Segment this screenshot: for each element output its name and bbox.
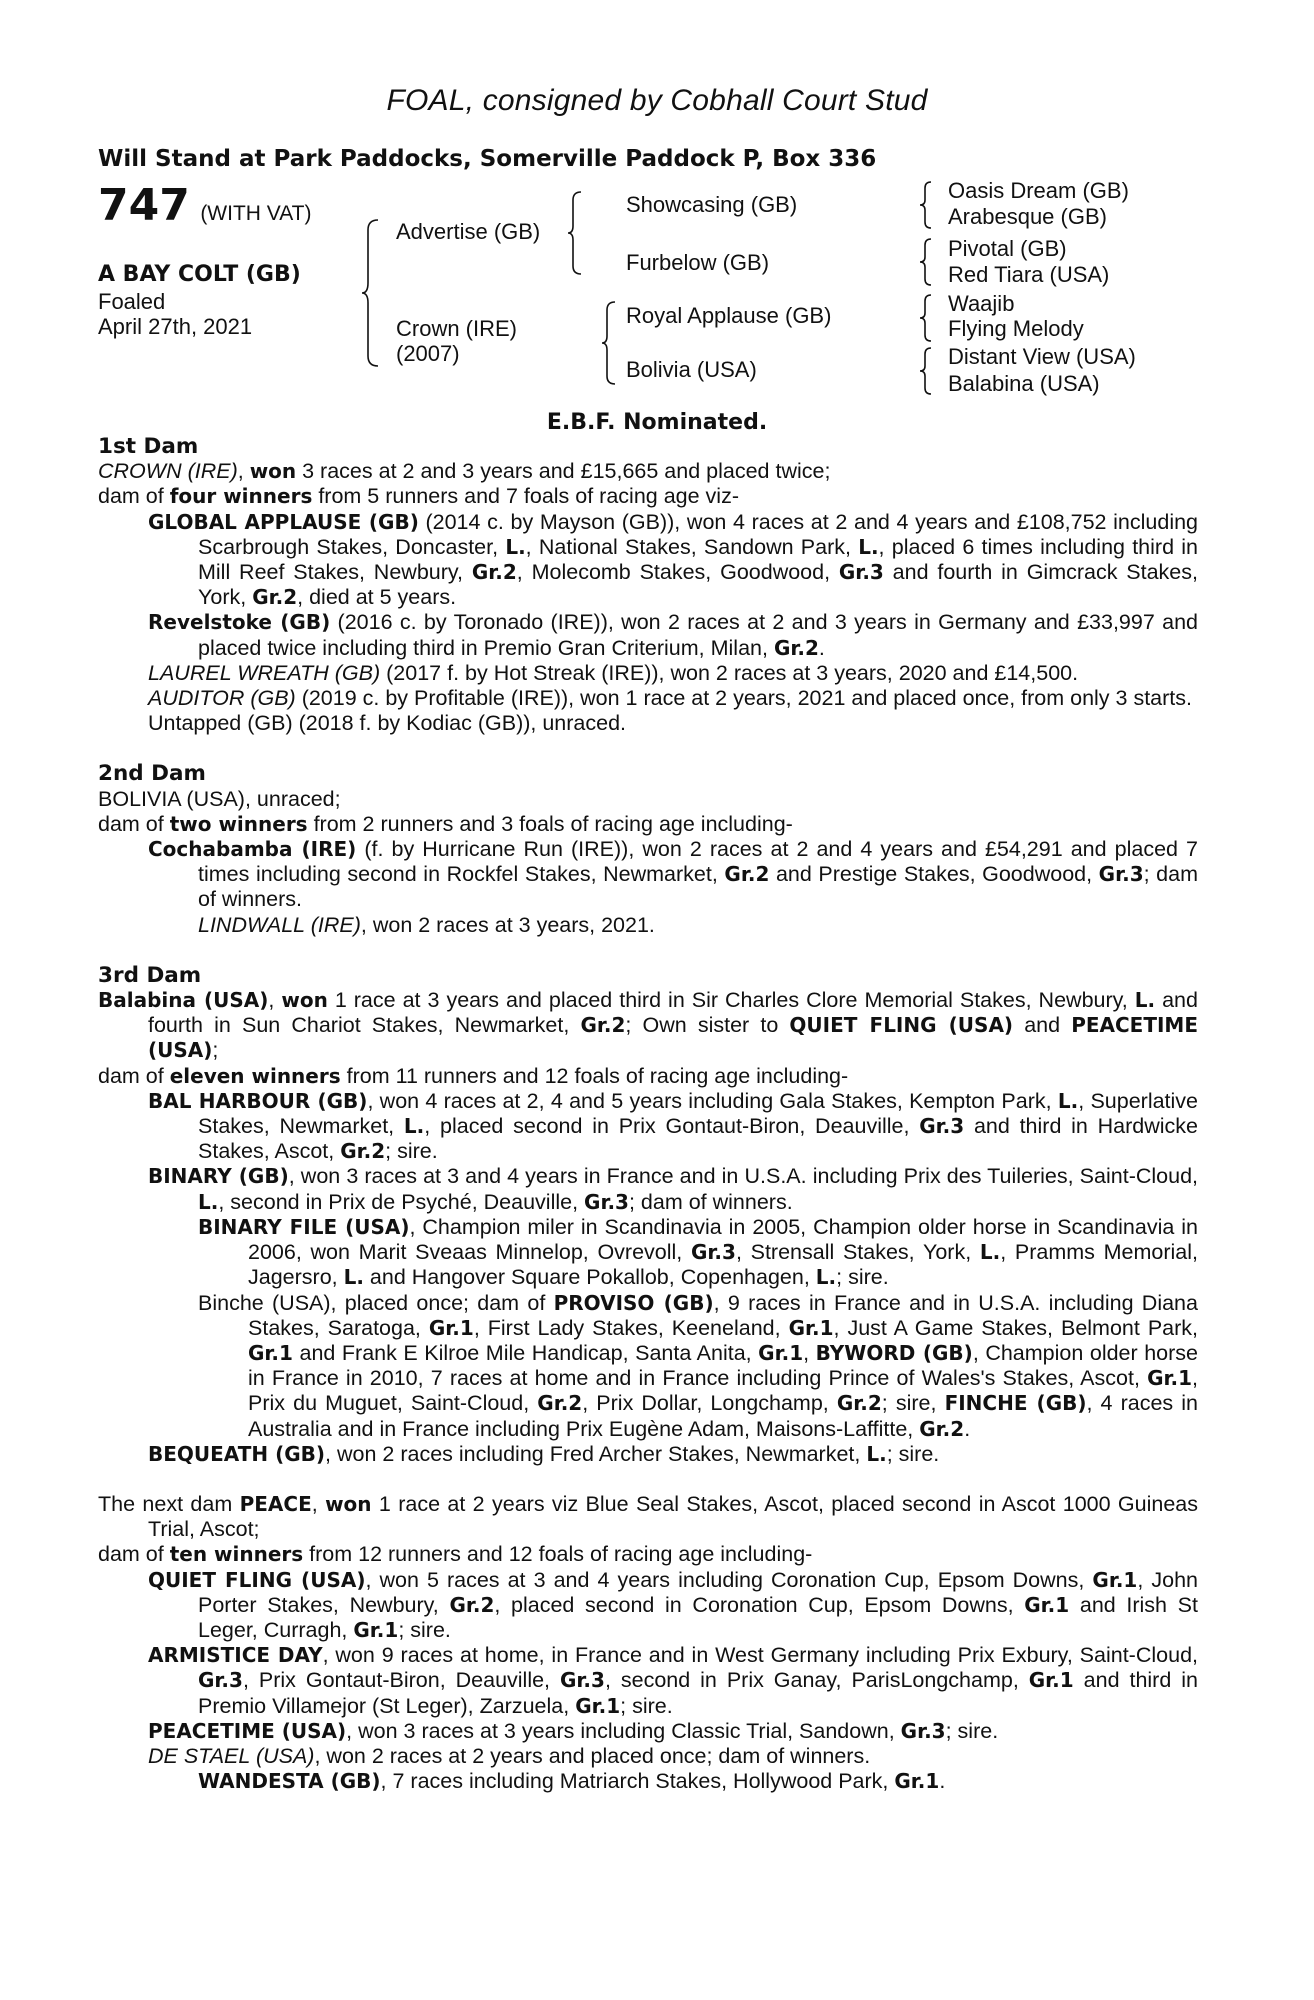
vat-note: (WITH VAT) <box>200 202 312 225</box>
third-dam-section <box>98 963 1198 1467</box>
pedigree-entry: BAL HARBOUR (GB), won 4 races at 2, 4 and 5 years including Gala Stakes, Kempton Park, L., Superlative Stakes, Newmarket, L., placed second in Prix Gontaut-Biron, Deauville, Gr.3 and third in Hardwicke Stakes, Ascot, Gr.2; sire. <box>148 1088 1199 1164</box>
pedigree-entry: Balabina (USA), won 1 race at 3 years and placed third in Sir Charles Clore Memorial Stakes, Newbury, L. and fourth in Sun Chariot Stakes, Newmarket, Gr.2; Own sister to QUIET FLING (USA) and PEACETIME (USA); <box>98 988 1198 1063</box>
pedigree-entry: LAUREL WREATH (GB) (2017 f. by Hot Streak (IRE)), won 2 races at 3 years, 2020 and £14,500. <box>148 660 1079 685</box>
pedigree-brace-sd <box>918 237 934 287</box>
next-dam-section <box>98 1492 1198 1794</box>
pedigree-ss-dam: Arabesque (GB) <box>948 204 1107 229</box>
pedigree-entry: QUIET FLING (USA), won 5 races at 3 and 4 years including Coronation Cup, Epsom Downs, Gr.1, John Porter Stakes, Newbury, Gr.2, placed second in Coronation Cup, Epsom Downs, Gr.1 and Irish St Leger, Curragh, Gr.1; sire. <box>148 1567 1198 1642</box>
pedigree-entry: dam of two winners from 2 runners and 3 foals of racing age including- <box>98 811 793 836</box>
first-dam-heading: 1st Dam <box>98 434 199 459</box>
horse-description: A BAY COLT (GB) <box>98 262 301 287</box>
pedigree-entry: Revelstoke (GB) (2016 c. by Toronado (IRE)), won 2 races at 2 and 3 years in Germany and £33,997 and placed twice including third in Premio Gran Criterium, Milan, Gr.2. <box>148 610 1198 660</box>
ebf-nominated: E.B.F. Nominated. <box>546 410 768 435</box>
pedigree-entry: BINARY (GB), won 3 races at 3 and 4 years in France and in U.S.A. including Prix des Tuileries, Saint-Cloud, L., second in Prix de Psyché, Deauville, Gr.3; dam of winners. <box>148 1164 1198 1214</box>
pedigree-entry: GLOBAL APPLAUSE (GB) (2014 c. by Mayson (GB)), won 4 races at 2 and 4 years and £108,752 including Scarbrough Stakes, Doncaster, L., National Stakes, Sandown Park, L., placed 6 times including third in Mill Reef Stakes, Newbury, Gr.2, Molecomb Stakes, Goodwood, Gr.3 and fourth in Gimcrack Stakes, York, Gr.2, died at 5 years. <box>148 509 1199 610</box>
pedigree-entry: Binche (USA), placed once; dam of PROVISO (GB), 9 races in France and in U.S.A. including Diana Stakes, Saratoga, Gr.1, First Lady Stakes, Keeneland, Gr.1, Just A Game Stakes, Belmont Park, Gr.1 and Frank E Kilroe Mile Handicap, Santa Anita, Gr.1, BYWORD (GB), Champion older horse in France in 2010, 7 races at home and in France including Prince of Wales's Stakes, Ascot, Gr.1, Prix du Muguet, Saint-Cloud, Gr.2, Prix Dollar, Longchamp, Gr.2; sire, FINCHE (GB), 4 races in Australia and in France including Prix Eugène Adam, Maisons-Laffitte, Gr.2. <box>198 1290 1199 1441</box>
pedigree-entry: ARMISTICE DAY, won 9 races at home, in France and in West Germany including Prix Exbury, Saint-Cloud, Gr.3, Prix Gontaut-Biron, Deauville, Gr.3, second in Prix Ganay, ParisLongchamp, Gr.1 and third in Premio Villamejor (St Leger), Zarzuela, Gr.1; sire. <box>148 1643 1198 1718</box>
pedigree-dd-dam: Balabina (USA) <box>948 371 1100 396</box>
pedigree-sire-sire: Showcasing (GB) <box>626 192 798 217</box>
pedigree-dam-dam: Bolivia (USA) <box>626 357 757 382</box>
pedigree-entry: BINARY FILE (USA), Champion miler in Scandinavia in 2005, Champion older horse in Scandinavia in 2006, won Marit Sveaas Minnelop, Ovrevoll, Gr.3, Strensall Stakes, York, L., Pramms Memorial, Jagersro, L. and Hangover Square Pokallob, Copenhagen, L.; sire. <box>198 1214 1198 1290</box>
pedigree-ss-sire: Oasis Dream (GB) <box>948 178 1129 203</box>
pedigree-brace-sire <box>566 190 584 276</box>
pedigree-brace-ds <box>918 293 934 343</box>
pedigree-entry: Untapped (GB) (2018 f. by Kodiac (GB)), unraced. <box>148 711 627 736</box>
pedigree-sd-sire: Pivotal (GB) <box>948 236 1067 261</box>
pedigree-sire: Advertise (GB) <box>396 219 541 244</box>
pedigree-entry: Cochabamba (IRE) (f. by Hurricane Run (IRE)), won 2 races at 2 and 4 years and £54,291 and placed 7 times including second in Rockfel Stakes, Newmarket, Gr.2 and Prestige Stakes, Goodwood, Gr.3; dam of winners. <box>148 837 1198 912</box>
pedigree-entry: CROWN (IRE), won 3 races at 2 and 3 years and £15,665 and placed twice; <box>98 459 831 484</box>
foaled-label: Foaled <box>98 289 166 314</box>
foaled-date: April 27th, 2021 <box>98 314 253 339</box>
pedigree-entry: dam of ten winners from 12 runners and 12 foals of racing age including- <box>98 1542 813 1567</box>
pedigree-ds-sire: Waajib <box>948 291 1015 316</box>
pedigree-sd-dam: Red Tiara (USA) <box>948 262 1110 287</box>
pedigree-entry: LINDWALL (IRE), won 2 races at 3 years, 2021. <box>198 912 655 937</box>
pedigree-entry: WANDESTA (GB), 7 races including Matriarch Stakes, Hollywood Park, Gr.1. <box>198 1769 946 1794</box>
stand-location: Will Stand at Park Paddocks, Somerville Paddock P, Box 336 <box>98 146 877 172</box>
lot-block <box>98 180 312 231</box>
pedigree-dam-sire: Royal Applause (GB) <box>626 303 832 328</box>
pedigree-entry: BOLIVIA (USA), unraced; <box>98 786 341 811</box>
catalogue-body <box>98 434 1198 1819</box>
next-dam-lines <box>98 1492 1198 1794</box>
pedigree-ds-dam: Flying Melody <box>948 316 1084 341</box>
pedigree-dam-line1: Crown (IRE) <box>396 316 518 341</box>
pedigree-brace-ss <box>918 180 934 230</box>
second-dam-heading: 2nd Dam <box>98 761 206 787</box>
first-dam-section <box>98 434 1198 736</box>
pedigree-entry: PEACETIME (USA), won 3 races at 3 years including Classic Trial, Sandown, Gr.3; sire. <box>148 1718 999 1743</box>
pedigree-brace-dam <box>600 300 618 386</box>
pedigree-sire-dam: Furbelow (GB) <box>626 250 770 275</box>
pedigree-entry: dam of four winners from 5 runners and 7 foals of racing age viz- <box>98 484 739 509</box>
catalogue-header: FOAL, consigned by Cobhall Court Stud <box>386 84 928 117</box>
first-dam-lines <box>98 459 1198 736</box>
pedigree-brace-dd <box>918 346 934 396</box>
second-dam-lines <box>98 787 1198 938</box>
pedigree-entry: dam of eleven winners from 11 runners and 12 foals of racing age including- <box>98 1063 849 1088</box>
pedigree-dam-line2: (2007) <box>396 341 460 366</box>
pedigree-dd-sire: Distant View (USA) <box>948 344 1136 369</box>
lot-number: 747 <box>98 180 190 231</box>
pedigree-entry: The next dam PEACE, won 1 race at 2 years viz Blue Seal Stakes, Ascot, placed second in Ascot 1000 Guineas Trial, Ascot; <box>98 1491 1199 1542</box>
pedigree-entry: AUDITOR (GB) (2019 c. by Profitable (IRE)), won 1 race at 2 years, 2021 and placed once, from only 3 starts. <box>148 686 1192 711</box>
foaled-block <box>98 289 252 339</box>
second-dam-section <box>98 761 1198 937</box>
third-dam-lines <box>98 988 1198 1467</box>
pedigree-entry: BEQUEATH (GB), won 2 races including Fred Archer Stakes, Newmarket, L.; sire. <box>148 1441 940 1466</box>
pedigree-entry: DE STAEL (USA), won 2 races at 2 years and placed once; dam of winners. <box>148 1743 871 1768</box>
pedigree-brace-main <box>360 218 382 368</box>
third-dam-heading: 3rd Dam <box>98 962 202 988</box>
